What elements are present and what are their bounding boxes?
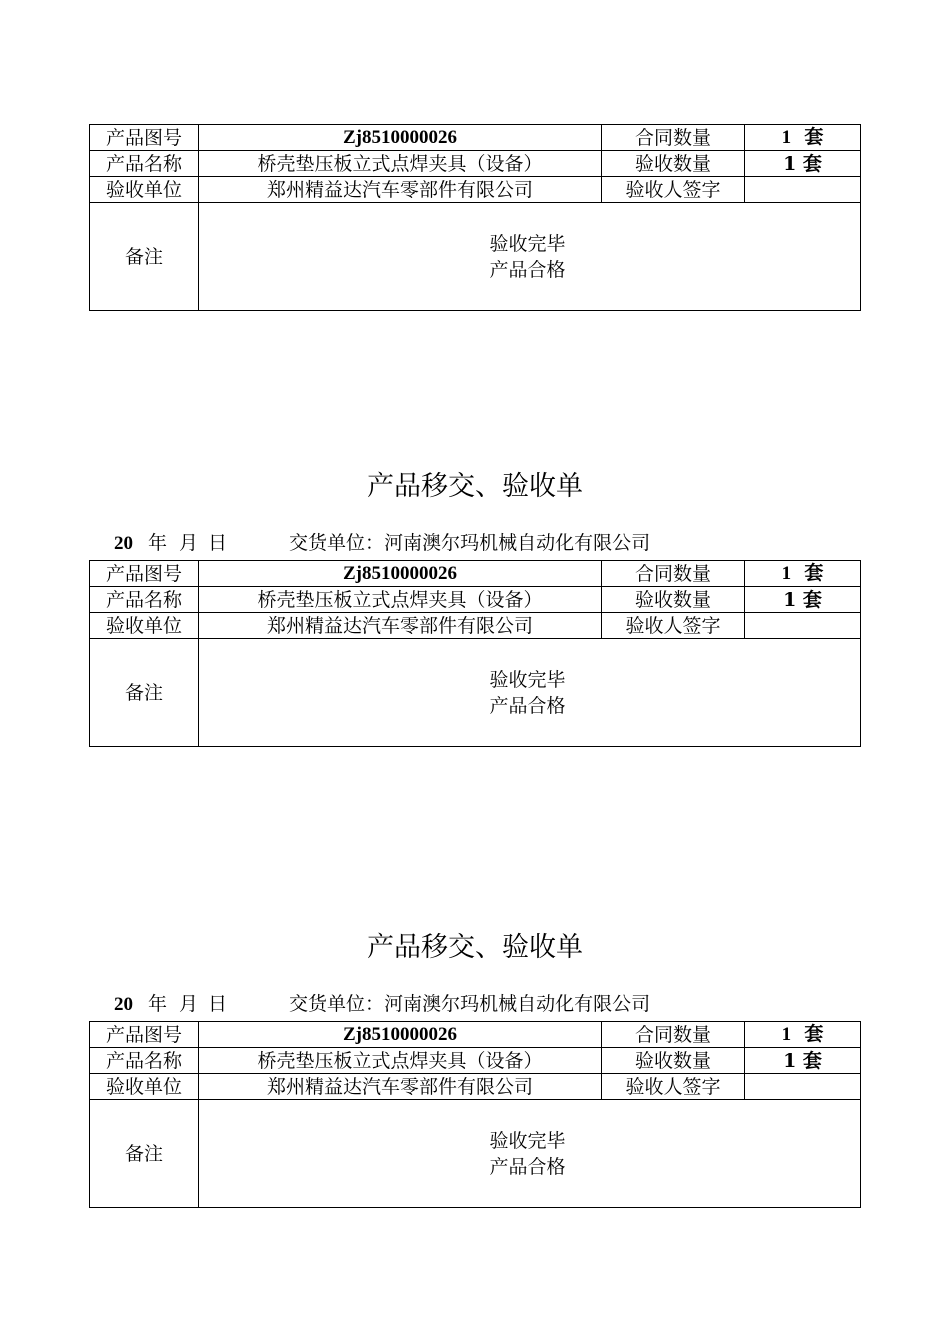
remarks-value bbox=[199, 203, 861, 311]
acceptance-unit-label: 验收单位 bbox=[90, 1074, 199, 1100]
drawing-no-value: Zj8510000026 bbox=[199, 125, 602, 151]
contract-qty-label: 合同数量 bbox=[602, 125, 745, 151]
product-name-value: 桥壳垫压板立式点焊夹具（设备） bbox=[199, 1048, 602, 1074]
contract-qty-value bbox=[745, 125, 861, 151]
contract-qty-unit: 套 bbox=[804, 562, 824, 584]
date-supplier-line bbox=[114, 992, 650, 1017]
remark-line-2: 产品合格 bbox=[489, 258, 566, 281]
acceptance-unit-value: 郑州精益达汽车零部件有限公司 bbox=[199, 1074, 602, 1100]
form-title: 产品移交、验收单 bbox=[367, 932, 583, 963]
remarks-label: 备注 bbox=[90, 639, 199, 747]
drawing-no-value: Zj8510000026 bbox=[199, 561, 602, 587]
date-year: 20 bbox=[114, 533, 133, 554]
acceptance-unit-value: 郑州精益达汽车零部件有限公司 bbox=[199, 177, 602, 203]
drawing-no-label: 产品图号 bbox=[90, 561, 199, 587]
contract-qty-value bbox=[745, 1022, 861, 1048]
contract-qty-number: 1 bbox=[781, 1024, 792, 1045]
remarks-label: 备注 bbox=[90, 1100, 199, 1208]
date-month-label: 月 bbox=[179, 532, 199, 554]
contract-qty-number: 1 bbox=[781, 127, 792, 148]
accepted-qty-value: 1 套 bbox=[745, 587, 861, 613]
remarks-value bbox=[199, 1100, 861, 1208]
remark-line-2: 产品合格 bbox=[489, 694, 566, 717]
remarks-text bbox=[489, 1128, 565, 1180]
acceptance-unit-value: 郑州精益达汽车零部件有限公司 bbox=[199, 613, 602, 639]
date-month-label: 月 bbox=[179, 993, 199, 1015]
remarks-value bbox=[199, 639, 861, 747]
drawing-no-value: Zj8510000026 bbox=[199, 1022, 602, 1048]
date-day-label: 日 bbox=[208, 532, 228, 554]
date-day-label: 日 bbox=[208, 993, 228, 1015]
acceptance-table bbox=[89, 560, 861, 747]
product-name-label: 产品名称 bbox=[90, 1048, 199, 1074]
supplier-label: 交货单位： bbox=[289, 993, 385, 1015]
contract-qty-number: 1 bbox=[781, 563, 792, 584]
remarks-label: 备注 bbox=[90, 203, 199, 311]
signature-field[interactable] bbox=[745, 1074, 861, 1100]
accepted-qty-label: 验收数量 bbox=[602, 587, 745, 613]
product-name-label: 产品名称 bbox=[90, 151, 199, 177]
date-year: 20 bbox=[114, 994, 133, 1015]
date-supplier-line bbox=[114, 531, 650, 556]
contract-qty-label: 合同数量 bbox=[602, 561, 745, 587]
signature-label: 验收人签字 bbox=[602, 613, 745, 639]
acceptance-unit-label: 验收单位 bbox=[90, 177, 199, 203]
product-name-label: 产品名称 bbox=[90, 587, 199, 613]
remark-line-1: 验收完毕 bbox=[489, 668, 566, 691]
signature-field[interactable] bbox=[745, 177, 861, 203]
accepted-qty-value: 1 套 bbox=[745, 1048, 861, 1074]
acceptance-unit-label: 验收单位 bbox=[90, 613, 199, 639]
signature-label: 验收人签字 bbox=[602, 177, 745, 203]
accepted-qty-label: 验收数量 bbox=[602, 1048, 745, 1074]
remarks-text bbox=[489, 667, 565, 719]
acceptance-table bbox=[89, 1021, 861, 1208]
contract-qty-value bbox=[745, 561, 861, 587]
contract-qty-unit: 套 bbox=[804, 126, 824, 148]
form-title: 产品移交、验收单 bbox=[367, 471, 583, 502]
contract-qty-label: 合同数量 bbox=[602, 1022, 745, 1048]
remark-line-2: 产品合格 bbox=[489, 1155, 566, 1178]
product-name-value: 桥壳垫压板立式点焊夹具（设备） bbox=[199, 587, 602, 613]
remark-line-1: 验收完毕 bbox=[489, 232, 566, 255]
contract-qty-unit: 套 bbox=[804, 1023, 824, 1045]
supplier-label: 交货单位： bbox=[289, 532, 385, 554]
date-year-label: 年 bbox=[148, 993, 168, 1015]
signature-field[interactable] bbox=[745, 613, 861, 639]
acceptance-table bbox=[89, 124, 861, 311]
drawing-no-label: 产品图号 bbox=[90, 125, 199, 151]
signature-label: 验收人签字 bbox=[602, 1074, 745, 1100]
product-name-value: 桥壳垫压板立式点焊夹具（设备） bbox=[199, 151, 602, 177]
drawing-no-label: 产品图号 bbox=[90, 1022, 199, 1048]
accepted-qty-label: 验收数量 bbox=[602, 151, 745, 177]
date-year-label: 年 bbox=[148, 532, 168, 554]
supplier-name: 河南澳尔玛机械自动化有限公司 bbox=[384, 532, 651, 554]
supplier-name: 河南澳尔玛机械自动化有限公司 bbox=[384, 993, 651, 1015]
remark-line-1: 验收完毕 bbox=[489, 1129, 566, 1152]
accepted-qty-value: 1 套 bbox=[745, 151, 861, 177]
remarks-text bbox=[489, 231, 565, 283]
